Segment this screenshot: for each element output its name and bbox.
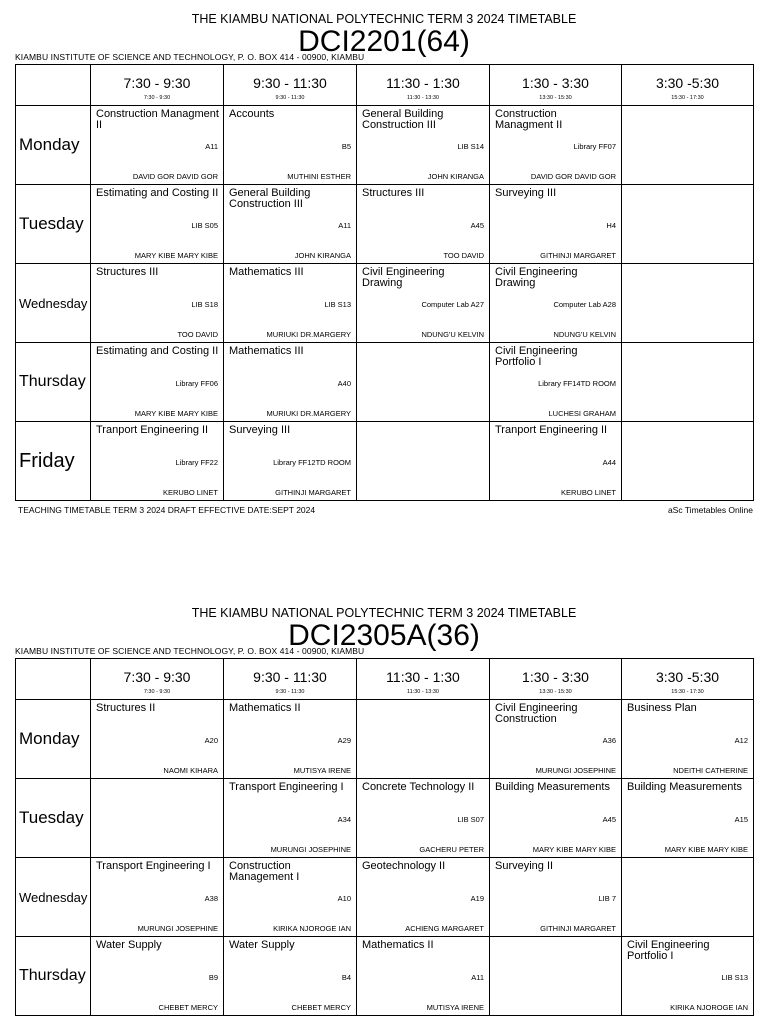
timetable-title: THE KIAMBU NATIONAL POLYTECHNIC TERM 3 2024 TIMETABLE bbox=[191, 606, 577, 620]
school-name: KIAMBU INSTITUTE OF SCIENCE AND TECHNOLOGY, P. O. BOX 414 - 00900, KIAMBU bbox=[15, 52, 365, 62]
teacher-name: JOHN KIRANGA bbox=[427, 172, 484, 181]
lesson-cell bbox=[357, 700, 490, 779]
room-label: H4 bbox=[606, 221, 616, 230]
subject-name: Transport Engineering I bbox=[229, 781, 344, 793]
teacher-name: KIRIKA NJOROGE IAN bbox=[670, 1003, 748, 1012]
lesson-cell bbox=[490, 264, 622, 343]
lesson-cell bbox=[357, 185, 490, 264]
day-row bbox=[16, 185, 754, 264]
teacher-name: NDEITHI CATHERINE bbox=[673, 766, 748, 775]
lesson-cell bbox=[490, 858, 622, 937]
lesson-cell bbox=[224, 858, 357, 937]
day-label: Friday bbox=[16, 422, 91, 501]
period-label: 9:30 - 11:30 bbox=[253, 75, 327, 91]
teacher-name: GACHERU PETER bbox=[419, 845, 484, 854]
lesson-cell bbox=[91, 937, 224, 1016]
lesson-cell bbox=[224, 700, 357, 779]
subject-name: Structures III bbox=[96, 266, 159, 278]
lesson-cell bbox=[357, 858, 490, 937]
period-header bbox=[490, 659, 622, 700]
subject-name: Water Supply bbox=[96, 939, 162, 951]
day-row bbox=[16, 700, 754, 779]
lesson-cell bbox=[490, 779, 622, 858]
period-header bbox=[622, 659, 754, 700]
lesson-cell bbox=[224, 422, 357, 501]
lesson-cell bbox=[622, 422, 754, 501]
period-label: 1:30 - 3:30 bbox=[522, 669, 589, 685]
lesson-cell bbox=[622, 858, 754, 937]
teacher-name: MURIUKI DR.MARGERY bbox=[266, 409, 351, 418]
subject-name: Building Measurements bbox=[495, 781, 610, 793]
teacher-name: NDUNG'U KELVIN bbox=[553, 330, 616, 339]
day-row bbox=[16, 779, 754, 858]
subject-name: Estimating and Costing II bbox=[96, 187, 219, 199]
lesson-cell bbox=[357, 779, 490, 858]
timetable-grid bbox=[15, 658, 754, 1016]
period-header bbox=[224, 659, 357, 700]
period-header bbox=[224, 65, 357, 106]
timetable-dci2201 bbox=[0, 12, 768, 522]
room-label: Library FF07 bbox=[573, 142, 616, 151]
room-label: A44 bbox=[602, 458, 616, 467]
lesson-cell bbox=[490, 422, 622, 501]
room-label: B4 bbox=[341, 973, 351, 982]
day-label: Wednesday bbox=[16, 264, 91, 343]
day-label: Wednesday bbox=[16, 858, 91, 937]
period-label: 7:30 - 9:30 bbox=[123, 75, 191, 91]
lesson-cell bbox=[224, 343, 357, 422]
subject-name: Construction Managment II bbox=[96, 108, 219, 131]
lesson-cell bbox=[91, 264, 224, 343]
teacher-name: MUTISYA IRENE bbox=[426, 1003, 484, 1012]
teacher-name: NDUNG'U KELVIN bbox=[421, 330, 484, 339]
lesson-cell bbox=[224, 185, 357, 264]
lesson-cell bbox=[622, 343, 754, 422]
subject-name: Civil Engineering Drawing bbox=[362, 266, 445, 289]
day-row bbox=[16, 858, 754, 937]
teacher-name: DAVID GOR DAVID GOR bbox=[530, 172, 616, 181]
room-label: Computer Lab A27 bbox=[421, 300, 484, 309]
period-header bbox=[357, 65, 490, 106]
subject-name: Surveying II bbox=[495, 860, 554, 872]
room-label: A38 bbox=[204, 894, 218, 903]
header-row bbox=[16, 65, 754, 106]
subject-name: Mathematics II bbox=[229, 702, 301, 714]
footer-note: TEACHING TIMETABLE TERM 3 2024 DRAFT EFFECTIVE DATE:SEPT 2024 bbox=[18, 505, 316, 515]
period-label: 11:30 - 1:30 bbox=[386, 75, 460, 91]
room-label: Library FF22 bbox=[175, 458, 218, 467]
lesson-cell bbox=[622, 106, 754, 185]
day-row bbox=[16, 937, 754, 1016]
period-header bbox=[91, 659, 224, 700]
room-label: A36 bbox=[602, 736, 616, 745]
subject-name: Mathematics III bbox=[229, 266, 304, 278]
teacher-name: DAVID GOR DAVID GOR bbox=[132, 172, 218, 181]
room-label: LIB S05 bbox=[191, 221, 218, 230]
period-sublabel: 11:30 - 13:30 bbox=[406, 95, 439, 101]
lesson-cell bbox=[357, 937, 490, 1016]
day-row bbox=[16, 264, 754, 343]
teacher-name: LUCHESI GRAHAM bbox=[548, 409, 616, 418]
room-label: LIB S13 bbox=[721, 973, 748, 982]
teacher-name: MARY KIBE MARY KIBE bbox=[664, 845, 748, 854]
day-label: Monday bbox=[16, 106, 91, 185]
lesson-cell bbox=[490, 106, 622, 185]
lesson-cell bbox=[490, 700, 622, 779]
subject-name: Surveying III bbox=[495, 187, 557, 199]
room-label: A45 bbox=[602, 815, 616, 824]
period-label: 7:30 - 9:30 bbox=[123, 669, 191, 685]
class-code: DCI2201(64) bbox=[298, 25, 470, 58]
room-label: A34 bbox=[337, 815, 351, 824]
room-label: A12 bbox=[734, 736, 748, 745]
period-header bbox=[357, 659, 490, 700]
teacher-name: MURUNGI JOSEPHINE bbox=[137, 924, 218, 933]
room-label: Library FF12TD ROOM bbox=[273, 458, 351, 467]
period-sublabel: 13:30 - 15:30 bbox=[539, 689, 572, 695]
teacher-name: JOHN KIRANGA bbox=[294, 251, 351, 260]
subject-name: Accounts bbox=[229, 108, 275, 120]
day-label: Tuesday bbox=[16, 185, 91, 264]
subject-name: Estimating and Costing II bbox=[96, 345, 219, 357]
teacher-name: MURUNGI JOSEPHINE bbox=[270, 845, 351, 854]
subject-name: Building Measurements bbox=[627, 781, 742, 793]
lesson-cell bbox=[91, 343, 224, 422]
teacher-name: ACHIENG MARGARET bbox=[405, 924, 484, 933]
day-label: Tuesday bbox=[16, 779, 91, 858]
subject-name: Water Supply bbox=[229, 939, 295, 951]
class-code: DCI2305A(36) bbox=[288, 619, 480, 652]
subject-name: Civil Engineering Construction bbox=[495, 702, 578, 725]
period-sublabel: 9:30 - 11:30 bbox=[275, 689, 305, 695]
lesson-cell bbox=[357, 343, 490, 422]
lesson-cell bbox=[622, 264, 754, 343]
room-label: Library FF14TD ROOM bbox=[538, 379, 616, 388]
room-label: Computer Lab A28 bbox=[553, 300, 616, 309]
lesson-cell bbox=[91, 779, 224, 858]
subject-name: Civil Engineering Portfolio I bbox=[627, 939, 710, 962]
day-row bbox=[16, 106, 754, 185]
teacher-name: MURIUKI DR.MARGERY bbox=[266, 330, 351, 339]
teacher-name: NAOMI KIHARA bbox=[163, 766, 218, 775]
teacher-name: KERUBO LINET bbox=[162, 488, 218, 497]
period-sublabel: 7:30 - 9:30 bbox=[143, 95, 171, 101]
room-label: B9 bbox=[208, 973, 218, 982]
teacher-name: GITHINJI MARGARET bbox=[540, 924, 616, 933]
room-label: A15 bbox=[734, 815, 748, 824]
lesson-cell bbox=[91, 106, 224, 185]
room-label: A11 bbox=[205, 142, 218, 151]
lesson-cell bbox=[224, 779, 357, 858]
timetable-dci2305a bbox=[0, 606, 768, 1024]
period-label: 9:30 - 11:30 bbox=[253, 669, 327, 685]
teacher-name: GITHINJI MARGARET bbox=[540, 251, 616, 260]
subject-name: Construction Managment II bbox=[495, 108, 563, 131]
period-header bbox=[622, 65, 754, 106]
lesson-cell bbox=[224, 264, 357, 343]
lesson-cell bbox=[357, 106, 490, 185]
lesson-cell bbox=[622, 700, 754, 779]
room-label: B5 bbox=[341, 142, 351, 151]
room-label: A11 bbox=[471, 973, 484, 982]
room-label: A10 bbox=[337, 894, 351, 903]
subject-name: Structures III bbox=[362, 187, 425, 199]
teacher-name: MURUNGI JOSEPHINE bbox=[535, 766, 616, 775]
teacher-name: GITHINJI MARGARET bbox=[275, 488, 351, 497]
corner-cell bbox=[16, 65, 91, 106]
teacher-name: MARY KIBE MARY KIBE bbox=[134, 409, 218, 418]
room-label: LIB S07 bbox=[457, 815, 484, 824]
room-label: A11 bbox=[338, 221, 351, 230]
header-row bbox=[16, 659, 754, 700]
period-label: 11:30 - 1:30 bbox=[386, 669, 460, 685]
teacher-name: KERUBO LINET bbox=[560, 488, 616, 497]
lesson-cell bbox=[622, 937, 754, 1016]
corner-cell bbox=[16, 659, 91, 700]
lesson-cell bbox=[490, 185, 622, 264]
room-label: LIB S13 bbox=[324, 300, 351, 309]
subject-name: General Building Construction III bbox=[229, 187, 311, 210]
room-label: A20 bbox=[204, 736, 218, 745]
period-sublabel: 7:30 - 9:30 bbox=[143, 689, 171, 695]
lesson-cell bbox=[622, 185, 754, 264]
room-label: LIB S14 bbox=[457, 142, 484, 151]
lesson-cell bbox=[91, 858, 224, 937]
teacher-name: MUTISYA IRENE bbox=[293, 766, 351, 775]
subject-name: Surveying III bbox=[229, 424, 291, 436]
room-label: A40 bbox=[337, 379, 351, 388]
period-label: 3:30 -5:30 bbox=[655, 75, 720, 91]
day-row bbox=[16, 422, 754, 501]
subject-name: Geotechnology II bbox=[362, 860, 446, 872]
subject-name: Mathematics III bbox=[229, 345, 304, 357]
subject-name: Concrete Technology II bbox=[362, 781, 475, 793]
lesson-cell bbox=[224, 106, 357, 185]
teacher-name: CHEBET MERCY bbox=[291, 1003, 351, 1012]
school-name: KIAMBU INSTITUTE OF SCIENCE AND TECHNOLOGY, P. O. BOX 414 - 00900, KIAMBU bbox=[15, 646, 365, 656]
lesson-cell bbox=[490, 343, 622, 422]
day-label: Monday bbox=[16, 700, 91, 779]
room-label: LIB 7 bbox=[598, 894, 616, 903]
lesson-cell bbox=[357, 422, 490, 501]
teacher-name: TOO DAVID bbox=[443, 251, 484, 260]
subject-name: Tranport Engineering II bbox=[495, 424, 608, 436]
period-header bbox=[490, 65, 622, 106]
period-sublabel: 15:30 - 17:30 bbox=[671, 689, 704, 695]
teacher-name: MARY KIBE MARY KIBE bbox=[134, 251, 218, 260]
period-header bbox=[91, 65, 224, 106]
teacher-name: KIRIKA NJOROGE IAN bbox=[273, 924, 351, 933]
day-label: Thursday bbox=[16, 343, 91, 422]
subject-name: Structures II bbox=[96, 702, 156, 714]
subject-name: Tranport Engineering II bbox=[96, 424, 209, 436]
subject-name: Transport Engineering I bbox=[96, 860, 211, 872]
teacher-name: CHEBET MERCY bbox=[158, 1003, 218, 1012]
period-sublabel: 11:30 - 13:30 bbox=[406, 689, 439, 695]
day-label: Thursday bbox=[16, 937, 91, 1016]
subject-name: Civil Engineering Drawing bbox=[495, 266, 578, 289]
lesson-cell bbox=[357, 264, 490, 343]
footer-credit: aSc Timetables Online bbox=[667, 505, 753, 515]
subject-name: Mathematics II bbox=[362, 939, 434, 951]
period-label: 1:30 - 3:30 bbox=[522, 75, 589, 91]
subject-name: Civil Engineering Portfolio I bbox=[495, 345, 578, 368]
lesson-cell bbox=[91, 700, 224, 779]
room-label: A45 bbox=[470, 221, 484, 230]
subject-name: Business Plan bbox=[627, 702, 697, 714]
room-label: A19 bbox=[470, 894, 484, 903]
room-label: Library FF06 bbox=[175, 379, 218, 388]
teacher-name: MUTHINI ESTHER bbox=[287, 172, 351, 181]
lesson-cell bbox=[224, 937, 357, 1016]
teacher-name: TOO DAVID bbox=[177, 330, 218, 339]
timetable-title: THE KIAMBU NATIONAL POLYTECHNIC TERM 3 2024 TIMETABLE bbox=[191, 12, 577, 26]
room-label: LIB S18 bbox=[191, 300, 218, 309]
subject-name: General Building Construction III bbox=[362, 108, 444, 131]
period-sublabel: 9:30 - 11:30 bbox=[275, 95, 305, 101]
timetable-grid bbox=[15, 64, 754, 501]
subject-name: Construction Management I bbox=[229, 860, 300, 883]
teacher-name: MARY KIBE MARY KIBE bbox=[532, 845, 616, 854]
period-sublabel: 13:30 - 15:30 bbox=[539, 95, 572, 101]
lesson-cell bbox=[91, 422, 224, 501]
period-label: 3:30 -5:30 bbox=[655, 669, 720, 685]
lesson-cell bbox=[91, 185, 224, 264]
lesson-cell bbox=[490, 937, 622, 1016]
day-row bbox=[16, 343, 754, 422]
period-sublabel: 15:30 - 17:30 bbox=[671, 95, 704, 101]
room-label: A29 bbox=[337, 736, 351, 745]
lesson-cell bbox=[622, 779, 754, 858]
